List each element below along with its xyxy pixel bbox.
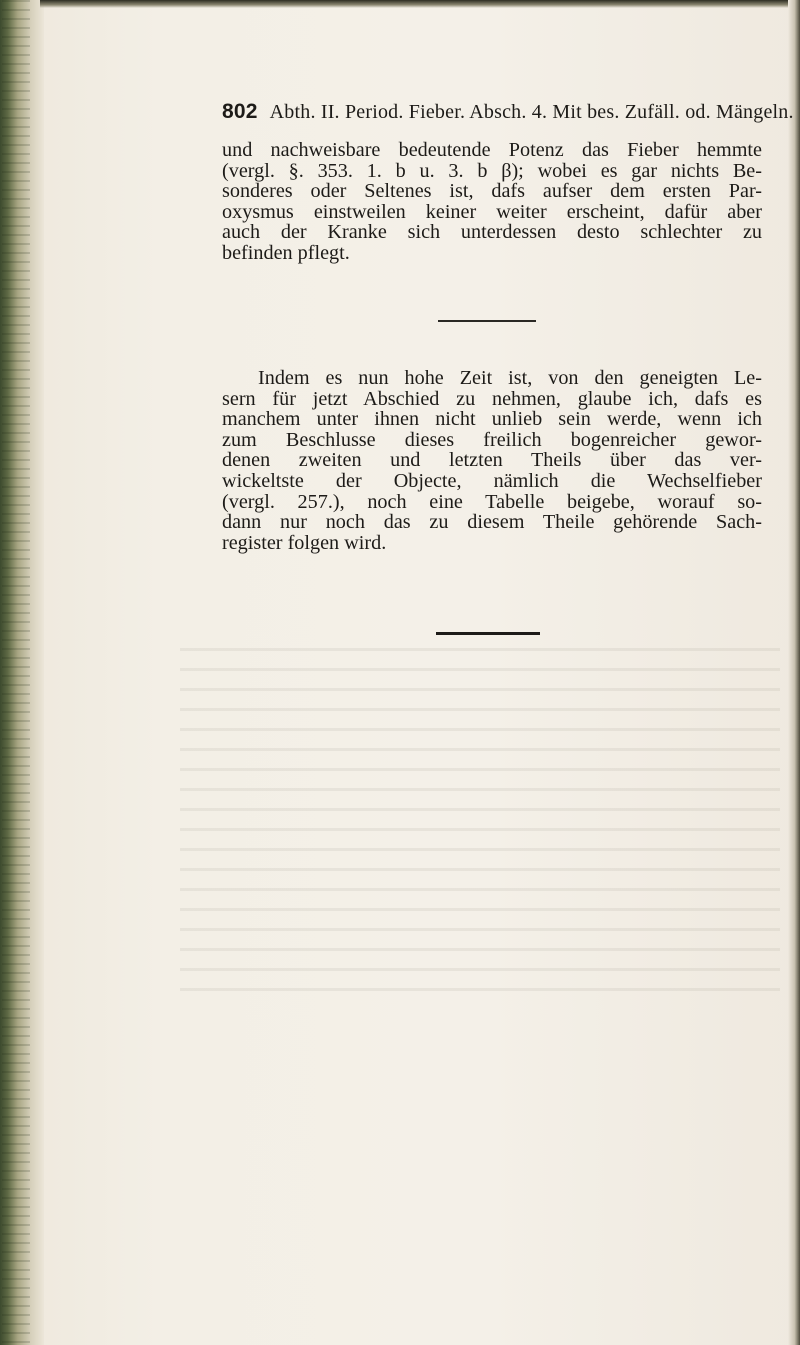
spine-texture	[2, 0, 30, 1345]
text-line: sern für jetzt Abschied zu nehmen, glaube ich, dafs es	[222, 387, 762, 410]
page-top-edge	[40, 0, 800, 8]
end-rule	[436, 632, 540, 635]
text-line: manchem unter ihnen nicht unlieb sein werde, wenn ich	[222, 408, 762, 431]
text-line: zum Beschlusse dieses freilich bogenreicher gewor-	[222, 428, 762, 451]
section-divider	[438, 320, 536, 322]
text-line: und nachweisbare bedeutende Potenz das Fieber hemmte	[222, 139, 762, 161]
text-line: register folgen wird.	[222, 531, 387, 554]
text-line: denen zweiten und letzten Theils über das ver-	[222, 449, 762, 472]
text-line: dann nur noch das zu diesem Theile gehörende Sach-	[222, 511, 762, 534]
text-line: (vergl. §. 353. 1. b u. 3. b β); wobei es gar nichts Be-	[222, 159, 762, 182]
running-header	[222, 100, 794, 124]
book-spine	[0, 0, 44, 1345]
page-number: 802	[222, 100, 258, 123]
show-through-texture	[180, 648, 780, 1008]
running-title: Abth. II. Period. Fieber. Absch. 4. Mit bes. Zufäll. od. Mängeln.	[269, 101, 794, 123]
text-line: oxysmus einstweilen keiner weiter erscheint, dafür aber	[222, 200, 762, 223]
text-line: (vergl. 257.), noch eine Tabelle beigebe, worauf so-	[222, 490, 762, 513]
page-right-edge	[788, 0, 800, 1345]
text-line: sonderes oder Seltenes ist, dafs aufser dem ersten Par-	[222, 180, 762, 203]
text-line: befinden pflegt.	[222, 241, 350, 264]
text-line: Indem es nun hohe Zeit ist, von den geneigten Le-	[258, 367, 762, 389]
paragraph-2	[222, 368, 762, 553]
paragraph-1	[222, 140, 762, 264]
text-line: wickeltste der Objecte, nämlich die Wechselfieber	[222, 469, 762, 492]
text-line: auch der Kranke sich unterdessen desto schlechter zu	[222, 221, 762, 244]
